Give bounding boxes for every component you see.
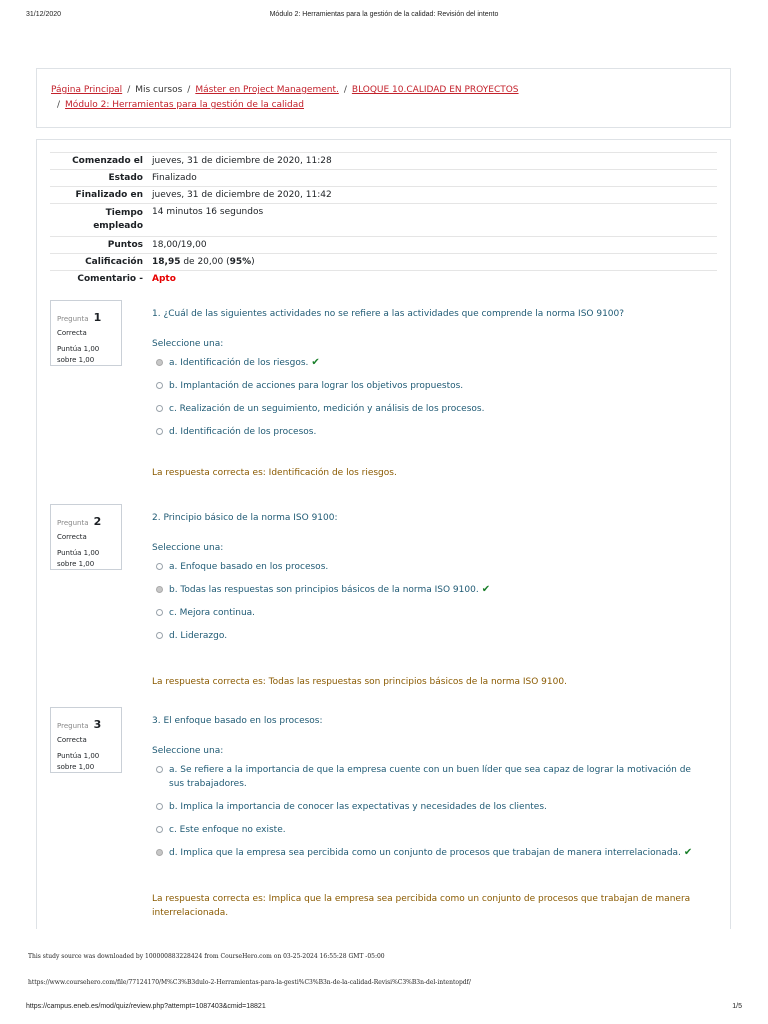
summary-row-finished <box>50 186 717 203</box>
question-content-1 <box>152 309 712 480</box>
answer-option[interactable] <box>152 763 712 791</box>
grade-percent: 95% <box>229 257 252 267</box>
option-label: a. Se refiere a la importancia de que la empresa cuente con un buen líder que sea capaz de lograr la motivación de sus trabajadores. <box>169 765 691 789</box>
breadcrumb-my-courses: Mis cursos <box>135 85 183 95</box>
grade-of: de 20,00 ( <box>180 257 230 267</box>
radio-button-selected[interactable] <box>156 849 163 856</box>
question-grade-line: Puntúa 1,00 <box>57 345 100 353</box>
summary-value: jueves, 31 de diciembre de 2020, 11:42 <box>152 190 332 200</box>
question-grade-line: sobre 1,00 <box>57 356 95 364</box>
answer-option[interactable] <box>152 425 712 439</box>
option-label: c. Mejora continua. <box>169 608 256 618</box>
question-content-2 <box>152 513 712 689</box>
answer-options <box>152 356 712 439</box>
page-number: 1/5 <box>732 1003 742 1010</box>
summary-row-comment <box>50 270 717 287</box>
question-state: Correcta <box>57 736 87 744</box>
question-text: 1. ¿Cuál de las siguientes actividades no se refiere a las actividades que comprende la norma ISO 9100? <box>152 309 625 319</box>
option-label: d. Liderazgo. <box>169 631 228 641</box>
summary-value: Finalizado <box>152 173 197 183</box>
breadcrumb-separator: / <box>127 85 131 95</box>
grade-score: 18,95 <box>152 257 181 267</box>
source-url: https://www.coursehero.com/file/77124170/M%C3%B3dulo-2-Herramientas-para-la-gesti%C3%B3n-de-la-calidad-Revisi%C3%B3n-del-intentopdf/ <box>28 979 471 986</box>
question-text: 2. Principio básico de la norma ISO 9100: <box>152 513 338 523</box>
question-grade <box>57 548 113 570</box>
radio-button[interactable] <box>156 405 163 412</box>
question-grade-line: Puntúa 1,00 <box>57 549 100 557</box>
print-title: Módulo 2: Herramientas para la gestión de la calidad: Revisión del intento <box>269 11 499 18</box>
answer-option[interactable] <box>152 560 712 574</box>
question-grade <box>57 344 113 366</box>
option-label: a. Enfoque basado en los procesos. <box>169 562 329 572</box>
radio-button[interactable] <box>156 803 163 810</box>
answer-options <box>152 763 712 860</box>
summary-comment-value: Apto <box>152 274 176 284</box>
question-content-3 <box>152 716 712 920</box>
summary-label: Calificación <box>85 257 143 267</box>
radio-button[interactable] <box>156 563 163 570</box>
summary-value: 18,00/19,00 <box>152 240 207 250</box>
summary-row-time <box>50 203 717 236</box>
question-number: 1 <box>93 311 102 324</box>
question-info-2 <box>50 504 122 570</box>
radio-button[interactable] <box>156 826 163 833</box>
answer-option[interactable] <box>152 356 712 370</box>
select-one-prompt: Seleccione una: <box>152 746 224 756</box>
attempt-summary-table <box>50 152 717 287</box>
breadcrumb-separator: / <box>57 100 61 110</box>
breadcrumb <box>36 68 731 128</box>
grade-close: ) <box>251 257 255 267</box>
check-icon: ✔ <box>311 357 320 368</box>
summary-label <box>50 204 148 236</box>
radio-button[interactable] <box>156 382 163 389</box>
summary-row-state <box>50 169 717 186</box>
question-state: Correcta <box>57 533 87 541</box>
question-info-3 <box>50 707 122 773</box>
option-label: c. Este enfoque no existe. <box>169 825 286 835</box>
option-label: b. Implica la importancia de conocer las expectativas y necesidades de los clientes. <box>169 802 547 812</box>
breadcrumb-separator: / <box>343 85 347 95</box>
answer-options <box>152 560 712 643</box>
radio-button[interactable] <box>156 766 163 773</box>
breadcrumb-separator: / <box>187 85 191 95</box>
print-date: 31/12/2020 <box>26 11 62 18</box>
question-number: 2 <box>93 515 102 528</box>
summary-value <box>148 254 717 270</box>
correct-answer-feedback: La respuesta correcta es: Identificación de los riesgos. <box>152 468 397 478</box>
question-state: Correcta <box>57 329 87 337</box>
summary-label: Estado <box>108 173 143 183</box>
question-grade-line: sobre 1,00 <box>57 560 95 568</box>
question-grade-line: sobre 1,00 <box>57 763 95 771</box>
option-label: b. Todas las respuestas son principios básicos de la norma ISO 9100. <box>169 585 479 595</box>
answer-option[interactable] <box>152 606 712 620</box>
print-url: https://campus.eneb.es/mod/quiz/review.php?attempt=1087403&cmid=18821 <box>26 1003 266 1010</box>
answer-option[interactable] <box>152 583 712 597</box>
radio-button[interactable] <box>156 609 163 616</box>
summary-row-grade <box>50 253 717 270</box>
answer-option[interactable] <box>152 823 712 837</box>
radio-button-selected[interactable] <box>156 359 163 366</box>
answer-option[interactable] <box>152 629 712 643</box>
question-grade <box>57 751 113 773</box>
option-label: a. Identificación de los riesgos. <box>169 358 309 368</box>
correct-answer-feedback: La respuesta correcta es: Todas las respuestas son principios básicos de la norma ISO 9100. <box>152 677 567 687</box>
question-text: 3. El enfoque basado en los procesos: <box>152 716 323 726</box>
summary-label: Finalizado en <box>75 190 143 200</box>
summary-label: Comenzado el <box>72 156 143 166</box>
summary-row-started <box>50 152 717 169</box>
question-number: 3 <box>93 718 102 731</box>
breadcrumb-course-link[interactable]: Máster en Project Management. <box>195 85 339 95</box>
question-grade-line: Puntúa 1,00 <box>57 752 100 760</box>
option-label: d. Implica que la empresa sea percibida como un conjunto de procesos que trabajan de manera interrelacionada. <box>169 848 681 858</box>
radio-button-selected[interactable] <box>156 586 163 593</box>
answer-option[interactable] <box>152 800 712 814</box>
answer-option[interactable] <box>152 846 712 860</box>
question-info-1 <box>50 300 122 366</box>
summary-label: Comentario - <box>77 274 143 284</box>
source-note: This study source was downloaded by 100000883228424 from CourseHero.com on 03-25-2024 16:55:28 GMT -05:00 <box>28 953 385 960</box>
check-icon: ✔ <box>481 584 491 595</box>
check-icon: ✔ <box>683 847 693 858</box>
summary-value: jueves, 31 de diciembre de 2020, 11:28 <box>152 156 332 166</box>
question-label: Pregunta <box>57 315 89 323</box>
answer-option[interactable] <box>152 379 712 393</box>
summary-label: Puntos <box>107 240 143 250</box>
option-label: d. Identificación de los procesos. <box>169 427 317 437</box>
summary-label-line: empleado <box>93 221 143 231</box>
option-label: c. Realización de un seguimiento, medición y análisis de los procesos. <box>169 404 485 414</box>
summary-value: 14 minutos 16 segundos <box>152 207 264 217</box>
breadcrumb-home-link[interactable]: Página Principal <box>51 85 123 95</box>
question-label: Pregunta <box>57 722 89 730</box>
select-one-prompt: Seleccione una: <box>152 339 224 349</box>
summary-label-line: Tiempo <box>105 208 143 218</box>
question-label: Pregunta <box>57 519 89 527</box>
option-label: b. Implantación de acciones para lograr los objetivos propuestos. <box>169 381 464 391</box>
correct-answer-feedback: La respuesta correcta es: Implica que la empresa sea percibida como un conjunto de procesos que trabajan de manera interrelacionada. <box>152 894 691 918</box>
radio-button[interactable] <box>156 428 163 435</box>
breadcrumb-block-link[interactable]: BLOQUE 10.CALIDAD EN PROYECTOS <box>351 85 519 95</box>
breadcrumb-module-link[interactable]: Módulo 2: Herramientas para la gestión de la calidad <box>65 100 304 110</box>
answer-option[interactable] <box>152 402 712 416</box>
summary-row-points <box>50 236 717 253</box>
select-one-prompt: Seleccione una: <box>152 543 224 553</box>
radio-button[interactable] <box>156 632 163 639</box>
